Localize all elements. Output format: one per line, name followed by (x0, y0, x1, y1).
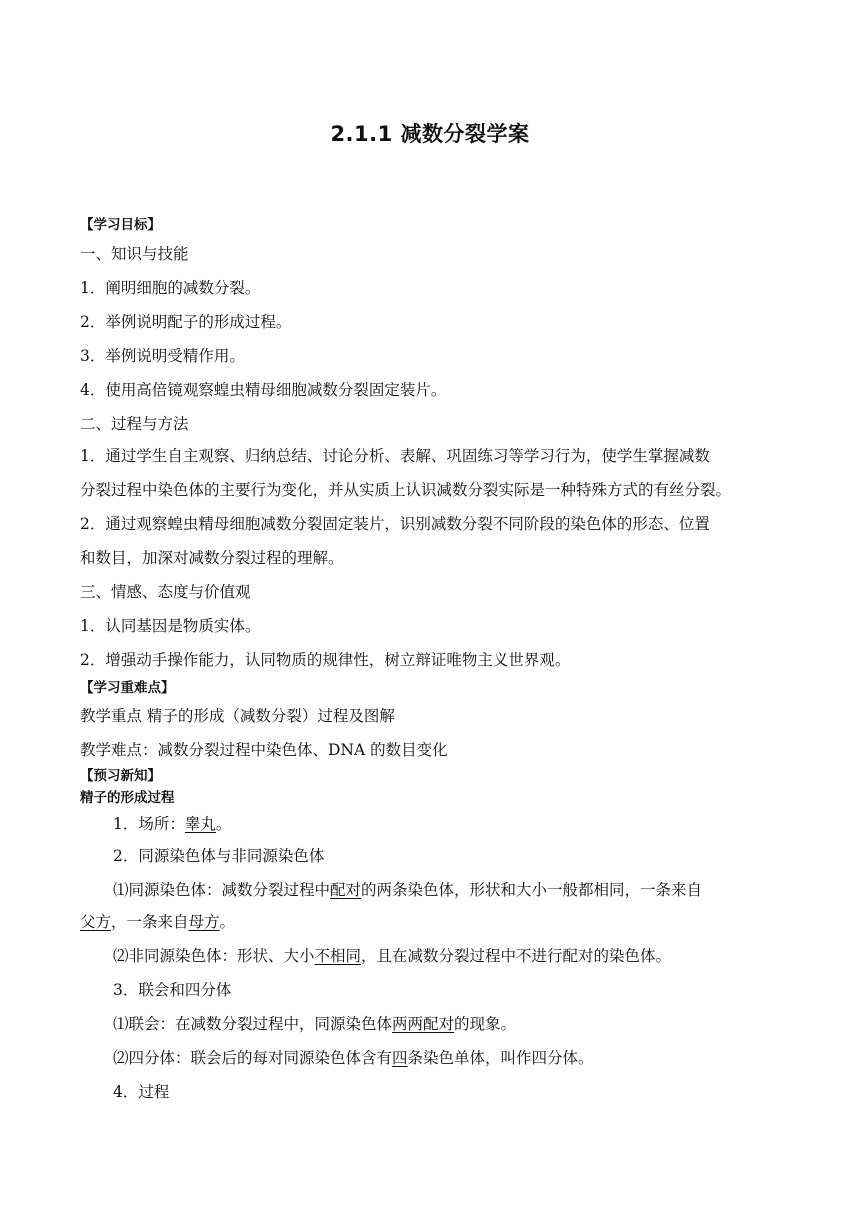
text-span: 的现象。 (454, 1015, 517, 1033)
text-span: ⑴联会：在减数分裂过程中，同源染色体 (113, 1015, 393, 1033)
knowledge-heading: 一、知识与技能 (80, 245, 189, 263)
place-line (113, 814, 231, 834)
process-heading: 二、过程与方法 (80, 415, 189, 433)
emotion-heading: 三、情感、态度与价值观 (80, 583, 251, 601)
place-answer: 睾丸 (184, 815, 216, 833)
text-span: 。 (219, 913, 236, 931)
text-span: 条染色单体，叫作四分体。 (407, 1049, 594, 1067)
synapsis-definition (113, 1014, 516, 1034)
text-span: 的两条染色体，形状和大小一般都相同，一条来自 (361, 881, 703, 899)
homologous-definition-line-1 (113, 880, 702, 900)
answer-pairing: 配对 (330, 881, 362, 899)
preview-subheader: 精子的形成过程 (80, 790, 175, 806)
homologous-title: 2．同源染色体与非同源染色体 (113, 847, 325, 865)
answer-pair-up: 两两配对 (392, 1015, 455, 1033)
emotion-item-2: 2．增强动手操作能力，认同物质的规律性，树立辩证唯物主义世界观。 (80, 651, 571, 669)
knowledge-item-3: 3．举例说明受精作用。 (80, 347, 245, 365)
process-item-1-line-2: 分裂过程中染色体的主要行为变化，并从实质上认识减数分裂实际是一种特殊方式的有丝分裂。 (80, 481, 732, 499)
text-span: ，一条来自 (111, 913, 189, 931)
knowledge-item-4: 4．使用高倍镜观察蝗虫精母细胞减数分裂固定装片。 (80, 381, 447, 399)
text-span: ⑴同源染色体：减数分裂过程中 (113, 881, 331, 899)
knowledge-item-2: 2．举例说明配子的形成过程。 (80, 313, 292, 331)
answer-different: 不相同 (314, 947, 362, 965)
synapsis-title: 3．联会和四分体 (113, 981, 232, 999)
process-item-2-line-2: 和数目，加深对减数分裂过程的理解。 (80, 549, 344, 567)
teaching-difficulty: 教学难点：减数分裂过程中染色体、DNA 的数目变化 (80, 741, 448, 759)
emotion-item-1: 1．认同基因是物质实体。 (80, 617, 261, 635)
key-points-header: 【学习重难点】 (80, 680, 175, 696)
text-span: ，且在减数分裂过程中不进行配对的染色体。 (361, 947, 672, 965)
text-span: ⑵四分体：联会后的每对同源染色体含有 (113, 1049, 393, 1067)
tetrad-definition (113, 1048, 594, 1068)
answer-four: 四 (392, 1049, 408, 1067)
non-homologous-definition (113, 946, 671, 966)
text-span: ⑵非同源染色体：形状、大小 (113, 947, 315, 965)
document-title: 2.1.1 减数分裂学案 (330, 122, 530, 146)
process-title: 4．过程 (113, 1083, 170, 1101)
answer-father: 父方 (80, 913, 112, 931)
answer-mother: 母方 (188, 913, 220, 931)
process-item-1-line-1: 1．通过学生自主观察、归纳总结、讨论分析、表解、巩固练习等学习行为，使学生掌握减数 (80, 447, 710, 465)
process-item-2-line-1: 2．通过观察蝗虫精母细胞减数分裂固定装片，识别减数分裂不同阶段的染色体的形态、位置 (80, 515, 710, 533)
homologous-definition-line-2 (80, 912, 235, 932)
place-suffix: 。 (215, 815, 232, 833)
goals-header: 【学习目标】 (80, 217, 161, 233)
knowledge-item-1: 1．阐明细胞的减数分裂。 (80, 279, 261, 297)
place-prefix: 1．场所： (113, 815, 185, 833)
teaching-focus: 教学重点 精子的形成（减数分裂）过程及图解 (80, 707, 395, 725)
preview-header: 【预习新知】 (80, 768, 161, 784)
